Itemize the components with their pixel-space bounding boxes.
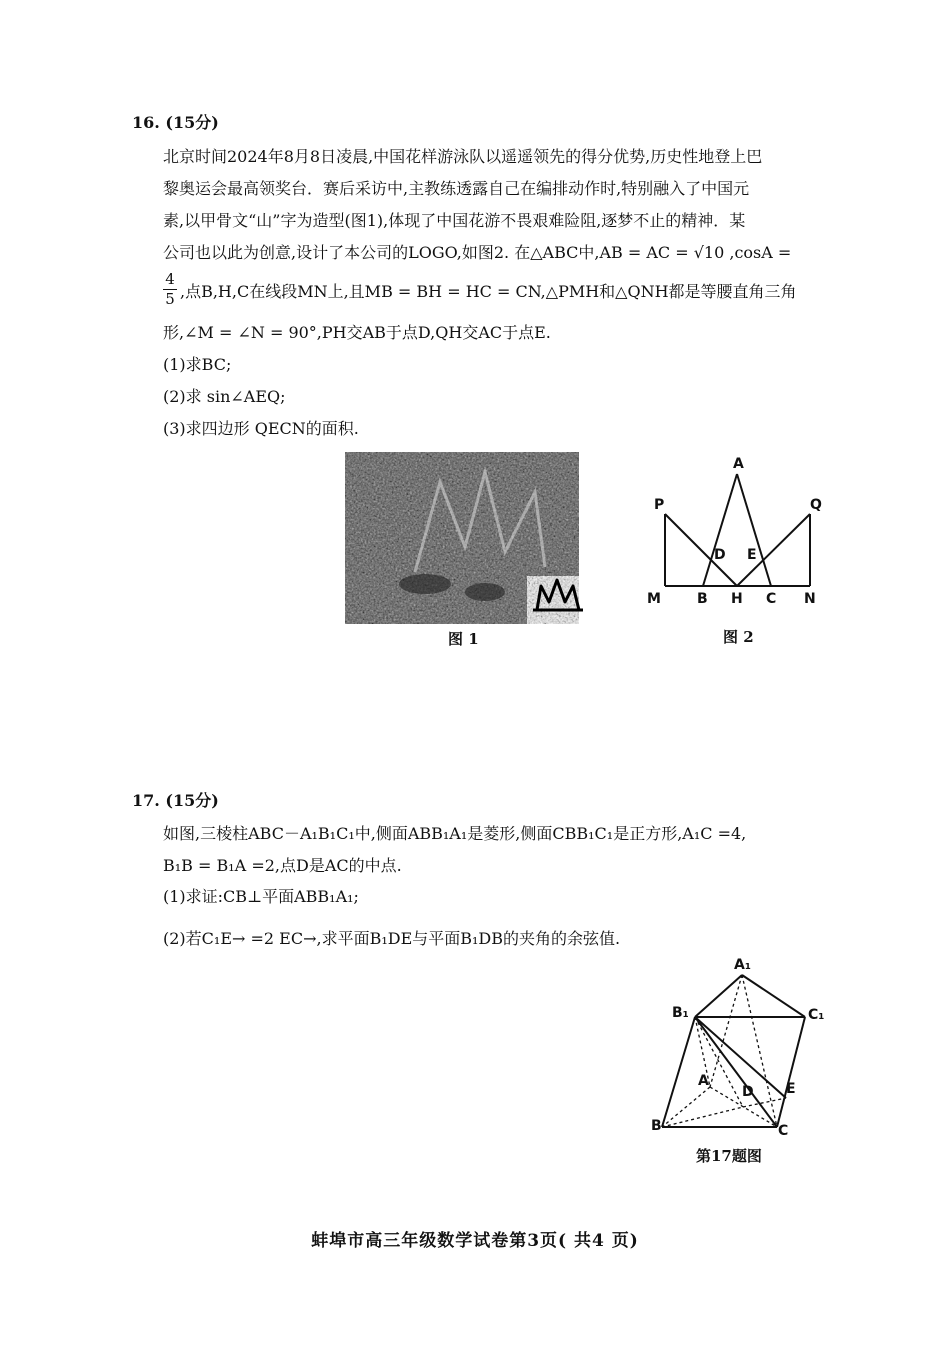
q16-part1: (1)求BC; xyxy=(163,355,232,374)
label-A1: A₁ xyxy=(734,957,751,973)
label-B: B xyxy=(651,1118,662,1134)
label-P: P xyxy=(654,497,665,513)
page-footer: 蚌埠市高三年级数学试卷第3页( 共4 页) xyxy=(311,1231,639,1251)
q17-part2: (2)若C₁E→ =2 EC→,求平面B₁DE与平面B₁DB的夹角的余弦值. xyxy=(163,929,621,948)
figure-17-caption: 第17题图 xyxy=(696,1147,762,1165)
q16-part3: (3)求四边形 QECN的面积. xyxy=(163,419,359,438)
label-A: A xyxy=(733,456,744,472)
figure-1-photo xyxy=(345,452,607,624)
q17-part1: (1)求证:CB⊥平面ABB₁A₁; xyxy=(163,887,359,906)
label-D: D xyxy=(742,1084,754,1100)
figure-2-caption: 图 2 xyxy=(723,628,754,646)
segment-PH xyxy=(665,514,737,586)
label-A: A xyxy=(698,1073,709,1089)
label-M: M xyxy=(647,591,661,607)
fraction-numerator: 4 xyxy=(165,270,175,288)
label-N: N xyxy=(804,591,816,607)
mountain-glyph-icon xyxy=(533,580,583,610)
q17-text-line2: B₁B = B₁A =2,点D是AC的中点. xyxy=(163,856,402,875)
label-C: C xyxy=(778,1123,789,1139)
figure-17-prism xyxy=(650,955,840,1140)
label-B: B xyxy=(697,591,708,607)
fraction-denominator: 5 xyxy=(165,290,175,308)
q16-text-line3: 素,以甲骨文“山”字为造型(图1),体现了中国花游不畏艰难险阻,逐梦不止的精神．某 xyxy=(163,211,746,230)
label-E: E xyxy=(786,1081,796,1097)
label-C1: C₁ xyxy=(808,1007,825,1023)
q16-text-line4: 公司也以此为创意,设计了本公司的LOGO,如图2. 在△ABC中,AB = AC = √10 ,cosA = xyxy=(163,243,792,262)
q16-text-line2: 黎奥运会最高领奖台．赛后采访中,主教练透露自己在编排动作时,特别融入了中国元 xyxy=(163,179,750,198)
label-D: D xyxy=(714,547,726,563)
label-H: H xyxy=(731,591,743,607)
q17-text-line1: 如图,三棱柱ABC－A₁B₁C₁中,侧面ABB₁A₁是菱形,侧面CBB₁C₁是正方形,A₁C =4, xyxy=(163,824,747,843)
q16-number: 16. (15分) xyxy=(132,113,219,132)
figure-2-diagram xyxy=(640,452,830,612)
q17-number: 17. (15分) xyxy=(132,791,219,810)
q16-text-line5: ,点B,H,C在线段MN上,且MB = BH = HC = CN,△PMH和△QNH都是等腰直角三角 xyxy=(180,282,797,301)
label-E: E xyxy=(747,547,757,563)
label-B1: B₁ xyxy=(672,1005,689,1021)
q16-text-line6: 形,∠M = ∠N = 90°,PH交AB于点D,QH交AC于点E. xyxy=(163,323,551,342)
label-Q: Q xyxy=(810,497,822,513)
label-C: C xyxy=(766,591,777,607)
q16-part2: (2)求 sin∠AEQ; xyxy=(163,387,286,406)
q16-text-line1: 北京时间2024年8月8日凌晨,中国花样游泳队以遥遥领先的得分优势,历史性地登上巴 xyxy=(163,147,763,166)
figure-1-caption: 图 1 xyxy=(448,630,479,648)
